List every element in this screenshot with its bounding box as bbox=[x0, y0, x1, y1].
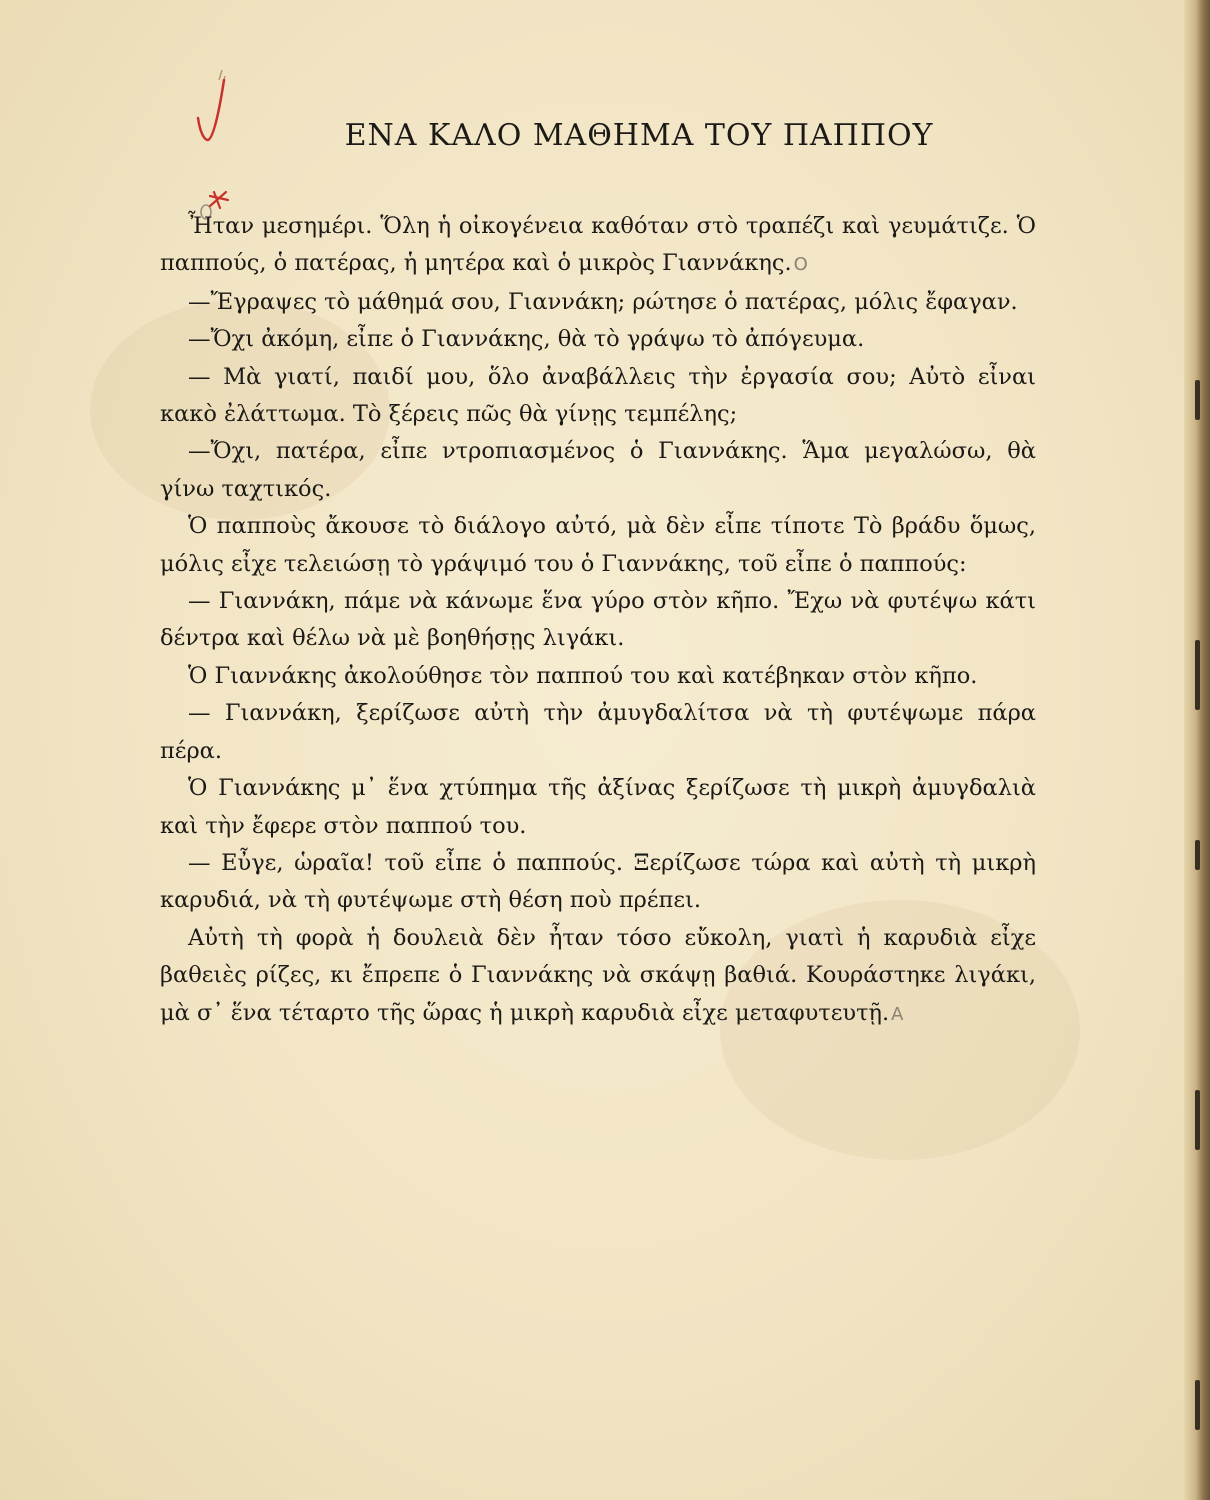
pencil-mark: O bbox=[793, 254, 808, 276]
paragraph-text: Ἦταν μεσημέρι. Ὅλη ἡ οἰκογένεια καθόταν στὸ τραπέζι καὶ γευμάτιζε. Ὁ παππούς, ὁ πατέρας, ἡ μητέρα καὶ ὁ μικρὸς Γιαννάκης. bbox=[160, 213, 1036, 277]
chapter-title bbox=[0, 118, 1210, 153]
binding-mark bbox=[1195, 640, 1200, 710]
paragraph bbox=[160, 920, 1036, 1033]
paragraph: — Γιαννάκη, ξερίζωσε αὐτὴ τὴν ἀμυγδαλίτσα νὰ τὴ φυτέψωμε πάρα πέρα. bbox=[160, 700, 1036, 764]
binding-mark bbox=[1195, 1380, 1200, 1430]
binding-mark bbox=[1195, 380, 1200, 420]
page-binding-edge bbox=[1184, 0, 1210, 1500]
paragraph: —Ὄχι ἀκόμη, εἶπε ὁ Γιαννάκης, θὰ τὸ γράψω τὸ ἀπόγευμα. bbox=[188, 326, 865, 353]
paragraph: —Ἔγραψες τὸ μάθημά σου, Γιαννάκη; ρώτησε ὁ πατέρας, μόλις ἔφαγαν. bbox=[188, 288, 1018, 315]
paragraph: — Εὖγε, ὡραῖα! τοῦ εἶπε ὁ παππούς. Ξερίζωσε τώρα καὶ αὐτὴ τὴ μικρὴ καρυδιά, νὰ τὴ φυτέψωμε στὴ θέση ποὺ πρέπει. bbox=[160, 849, 1036, 914]
paragraph: Ὁ Γιαννάκης ἀκολούθησε τὸν παππού του καὶ κατέβηκαν στὸν κῆπο. bbox=[188, 662, 978, 689]
paragraph: Ὁ παπποὺς ἄκουσε τὸ διάλογο αὐτό, μὰ δὲν εἶπε τίποτε Τὸ βράδυ ὅμως, μόλις εἶχε τελειώσῃ τὸ γράψιμό του ὁ Γιαννάκης, τοῦ εἶπε ὁ παππούς: bbox=[160, 513, 1036, 577]
chapter-title-text: ΕΝΑ ΚΑΛΟ ΜΑΘΗΜΑ ΤΟΥ ΠΑΠΠΟΥ bbox=[344, 118, 934, 153]
binding-mark bbox=[1195, 1090, 1200, 1150]
binding-mark bbox=[1195, 840, 1200, 870]
paragraph-text: Αὐτὴ τὴ φορὰ ἡ δουλειὰ δὲν ἦταν τόσο εὔκολη, γιατὶ ἡ καρυδιὰ εἶχε βαθειὲς ρίζες, κι ἔπρεπε ὁ Γιαννάκης νὰ σκάψῃ βαθιά. Κουράστηκε λιγάκι, μὰ σ᾽ ἕνα τέταρτο τῆς ὥρας ἡ μικρὴ καρυδιὰ εἶχε μεταφυτευτῇ. bbox=[160, 924, 1036, 1026]
paragraph: — Μὰ γιατί, παιδί μου, ὅλο ἀναβάλλεις τὴν ἐργασία σου; Αὐτὸ εἶναι κακὸ ἐλάττωμα. Τὸ ξέρεις πῶς θὰ γίνῃς τεμπέλης; bbox=[160, 363, 1036, 428]
paragraph: —Ὄχι, πατέρα, εἶπε ντροπιασμένος ὁ Γιαννάκης. Ἅμα μεγαλώσω, θὰ γίνω ταχτικός. bbox=[160, 438, 1036, 502]
paragraph bbox=[160, 208, 1036, 284]
story-body bbox=[160, 208, 1036, 1033]
paragraph: Ὁ Γιαννάκης μ᾽ ἕνα χτύπημα τῆς ἀξίνας ξερίζωσε τὴ μικρὴ ἀμυγδαλιὰ καὶ τὴν ἔφερε στὸν παππού του. bbox=[160, 775, 1036, 839]
paragraph: — Γιαννάκη, πάμε νὰ κάνωμε ἕνα γύρο στὸν κῆπο. Ἔχω νὰ φυτέψω κάτι δέντρα καὶ θέλω νὰ μὲ βοηθήσῃς λιγάκι. bbox=[160, 588, 1036, 652]
pencil-mark: A bbox=[891, 1003, 904, 1025]
